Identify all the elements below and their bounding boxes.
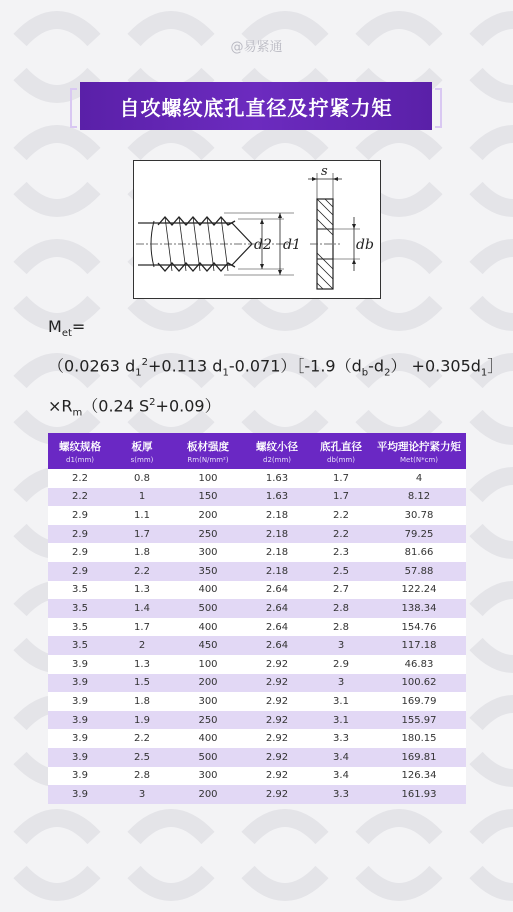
table-row — [48, 674, 466, 693]
table-cell: 2.9 — [333, 658, 349, 670]
table-body — [48, 469, 466, 804]
screw-diagram — [133, 160, 381, 299]
table-cell: 138.34 — [401, 602, 437, 614]
table-row — [48, 748, 466, 767]
table-row — [48, 506, 466, 525]
table-cell: 2.5 — [134, 751, 150, 763]
table-cell: 2.9 — [72, 509, 88, 521]
table-row — [48, 618, 466, 637]
table-cell: 100.62 — [401, 677, 437, 689]
table-cell: 2.64 — [265, 584, 289, 596]
table-cell: 2.5 — [333, 565, 349, 577]
table-cell: 400 — [198, 584, 218, 596]
table-cell: 169.79 — [401, 695, 437, 707]
table-cell: 100 — [198, 472, 218, 484]
d2-label: d2 — [254, 237, 272, 253]
table-cell: 79.25 — [404, 528, 434, 540]
table-cell: 155.97 — [401, 714, 437, 726]
table-row — [48, 469, 466, 488]
table-cell: 2.8 — [333, 602, 349, 614]
table-cell: 400 — [198, 621, 218, 633]
column-header-unit: db(mm) — [327, 455, 355, 464]
table-cell: 2.2 — [72, 491, 88, 503]
table-cell: 1 — [138, 491, 146, 503]
table-cell: 300 — [198, 547, 218, 559]
table-cell: 154.76 — [401, 621, 437, 633]
table-cell: 2.8 — [333, 621, 349, 633]
column-header — [112, 433, 172, 469]
table-cell: 3.9 — [72, 788, 88, 800]
column-header — [372, 433, 466, 469]
table-cell: 2.9 — [72, 528, 88, 540]
table-cell: 3.4 — [333, 751, 349, 763]
table-cell: 3.9 — [72, 677, 88, 689]
table-cell: 3.5 — [72, 602, 88, 614]
table-row — [48, 729, 466, 748]
table-cell: 169.81 — [401, 751, 437, 763]
table-row — [48, 785, 466, 804]
table-cell: 117.18 — [401, 640, 437, 652]
column-header-unit: d2(mm) — [263, 455, 291, 464]
table-cell: 3 — [337, 640, 345, 652]
table-cell: 2.18 — [265, 509, 289, 521]
table-cell: 1.3 — [134, 658, 150, 670]
column-header-unit: d1(mm) — [66, 455, 94, 464]
table-cell: 3.5 — [72, 621, 88, 633]
table-cell: 1.4 — [134, 602, 150, 614]
table-cell: 350 — [198, 565, 218, 577]
table-cell: 3.9 — [72, 733, 88, 745]
table-cell: 30.78 — [404, 509, 434, 521]
table-cell: 1.7 — [134, 528, 150, 540]
table-cell: 2.92 — [265, 788, 289, 800]
table-cell: 2.64 — [265, 602, 289, 614]
table-cell: 3 — [138, 788, 146, 800]
table-cell: 1.7 — [333, 472, 349, 484]
table-cell: 300 — [198, 770, 218, 782]
table-cell: 2.18 — [265, 547, 289, 559]
table-cell: 2.18 — [265, 565, 289, 577]
table-cell: 3.1 — [333, 714, 349, 726]
table-cell: 2.64 — [265, 621, 289, 633]
table-cell: 3.3 — [333, 788, 349, 800]
table-cell: 250 — [198, 714, 218, 726]
column-header-unit: Met(N*cm) — [400, 455, 438, 464]
table-cell: 126.34 — [401, 770, 437, 782]
table-cell: 2.92 — [265, 658, 289, 670]
table-cell: 200 — [198, 677, 218, 689]
d1-label: d1 — [283, 237, 301, 253]
table-row — [48, 636, 466, 655]
table-cell: 400 — [198, 733, 218, 745]
table-cell: 200 — [198, 788, 218, 800]
table-cell: 3.3 — [333, 733, 349, 745]
table-cell: 2.92 — [265, 751, 289, 763]
table-row — [48, 543, 466, 562]
formula-line-1: $M_{et}=$ — [48, 317, 86, 340]
table-row — [48, 711, 466, 730]
column-header — [48, 433, 112, 469]
table-cell: 500 — [198, 602, 218, 614]
table-cell: 2.92 — [265, 733, 289, 745]
table-cell: 4 — [415, 472, 423, 484]
table-cell: 2.92 — [265, 677, 289, 689]
table-cell: 2.3 — [333, 547, 349, 559]
table-cell: 150 — [198, 491, 218, 503]
column-header-unit: Rm(N/mm²) — [187, 455, 229, 464]
table-cell: 3.9 — [72, 658, 88, 670]
torque-formula — [48, 312, 504, 427]
screw-diagram-drawing — [134, 161, 380, 298]
column-header-unit: s(mm) — [130, 455, 154, 464]
table-cell: 1.5 — [134, 677, 150, 689]
table-cell: 3.9 — [72, 751, 88, 763]
column-header-label: 平均理论拧紧力矩 — [377, 440, 461, 453]
column-header-label: 板厚 — [131, 440, 153, 453]
table-row — [48, 525, 466, 544]
table-cell: 57.88 — [404, 565, 434, 577]
formula-line-3: $\times R_m(0.24$ $S^2+0.09$） — [48, 396, 221, 419]
watermark: @易紧通 — [230, 40, 283, 55]
table-cell: 1.7 — [333, 491, 349, 503]
table-cell: 8.12 — [407, 491, 431, 503]
table-cell: 2.2 — [134, 733, 150, 745]
table-cell: 250 — [198, 528, 218, 540]
table-cell: 2.92 — [265, 695, 289, 707]
table-cell: 2.2 — [333, 509, 349, 521]
table-cell: 3.9 — [72, 714, 88, 726]
table-cell: 2.2 — [72, 472, 88, 484]
table-cell: 2.8 — [134, 770, 150, 782]
table-cell: 3.1 — [333, 695, 349, 707]
table-cell: 81.66 — [404, 547, 434, 559]
table-cell: 3.9 — [72, 695, 88, 707]
table-cell: 46.83 — [404, 658, 434, 670]
table-cell: 2.2 — [134, 565, 150, 577]
formula-line-2: （0.0263 $d_1^2+0.113$ $d_1-0.071)[-1.9(d_b-d_2)$ $+0.305d_1]$ — [48, 356, 504, 379]
table-row — [48, 581, 466, 600]
table-cell: 3.5 — [72, 584, 88, 596]
column-header — [172, 433, 244, 469]
table-cell: 2.92 — [265, 770, 289, 782]
table-cell: 1.7 — [134, 621, 150, 633]
torque-table — [48, 433, 466, 804]
column-header-label: 板材强度 — [187, 440, 229, 453]
table-cell: 0.8 — [134, 472, 150, 484]
table-cell: 3.9 — [72, 770, 88, 782]
table-cell: 1.1 — [134, 509, 150, 521]
s-label: s — [321, 164, 328, 179]
table-cell: 500 — [198, 751, 218, 763]
table-cell: 2.2 — [333, 528, 349, 540]
table-header-row — [48, 433, 466, 469]
db-label: db — [356, 237, 374, 253]
column-header-label: 螺纹规格 — [59, 440, 101, 453]
table-cell: 2.9 — [72, 565, 88, 577]
table-cell: 1.9 — [134, 714, 150, 726]
table-cell: 100 — [198, 658, 218, 670]
column-header — [310, 433, 372, 469]
table-row — [48, 655, 466, 674]
table-cell: 300 — [198, 695, 218, 707]
table-cell: 2 — [138, 640, 146, 652]
page-title: 自攻螺纹底孔直径及拧紧力矩 — [119, 95, 393, 120]
table-row — [48, 599, 466, 618]
table-cell: 2.64 — [265, 640, 289, 652]
table-row — [48, 692, 466, 711]
table-row — [48, 488, 466, 507]
column-header-label: 底孔直径 — [320, 440, 362, 453]
table-row — [48, 562, 466, 581]
table-row — [48, 767, 466, 786]
table-cell: 2.7 — [333, 584, 349, 596]
table-cell: 1.8 — [134, 695, 150, 707]
table-cell: 3.5 — [72, 640, 88, 652]
table-cell: 180.15 — [401, 733, 437, 745]
table-cell: 122.24 — [401, 584, 437, 596]
table-cell: 3.4 — [333, 770, 349, 782]
table-cell: 2.92 — [265, 714, 289, 726]
torque-table-container — [48, 433, 466, 804]
title-banner — [80, 82, 432, 130]
table-cell: 1.8 — [134, 547, 150, 559]
table-cell: 1.63 — [265, 472, 289, 484]
table-cell: 200 — [198, 509, 218, 521]
table-cell: 161.93 — [401, 788, 437, 800]
table-cell: 1.3 — [134, 584, 150, 596]
column-header-label: 螺纹小径 — [256, 440, 298, 453]
table-cell: 2.9 — [72, 547, 88, 559]
table-cell: 2.18 — [265, 528, 289, 540]
table-cell: 450 — [198, 640, 218, 652]
column-header — [244, 433, 310, 469]
table-cell: 3 — [337, 677, 345, 689]
table-cell: 1.63 — [265, 491, 289, 503]
